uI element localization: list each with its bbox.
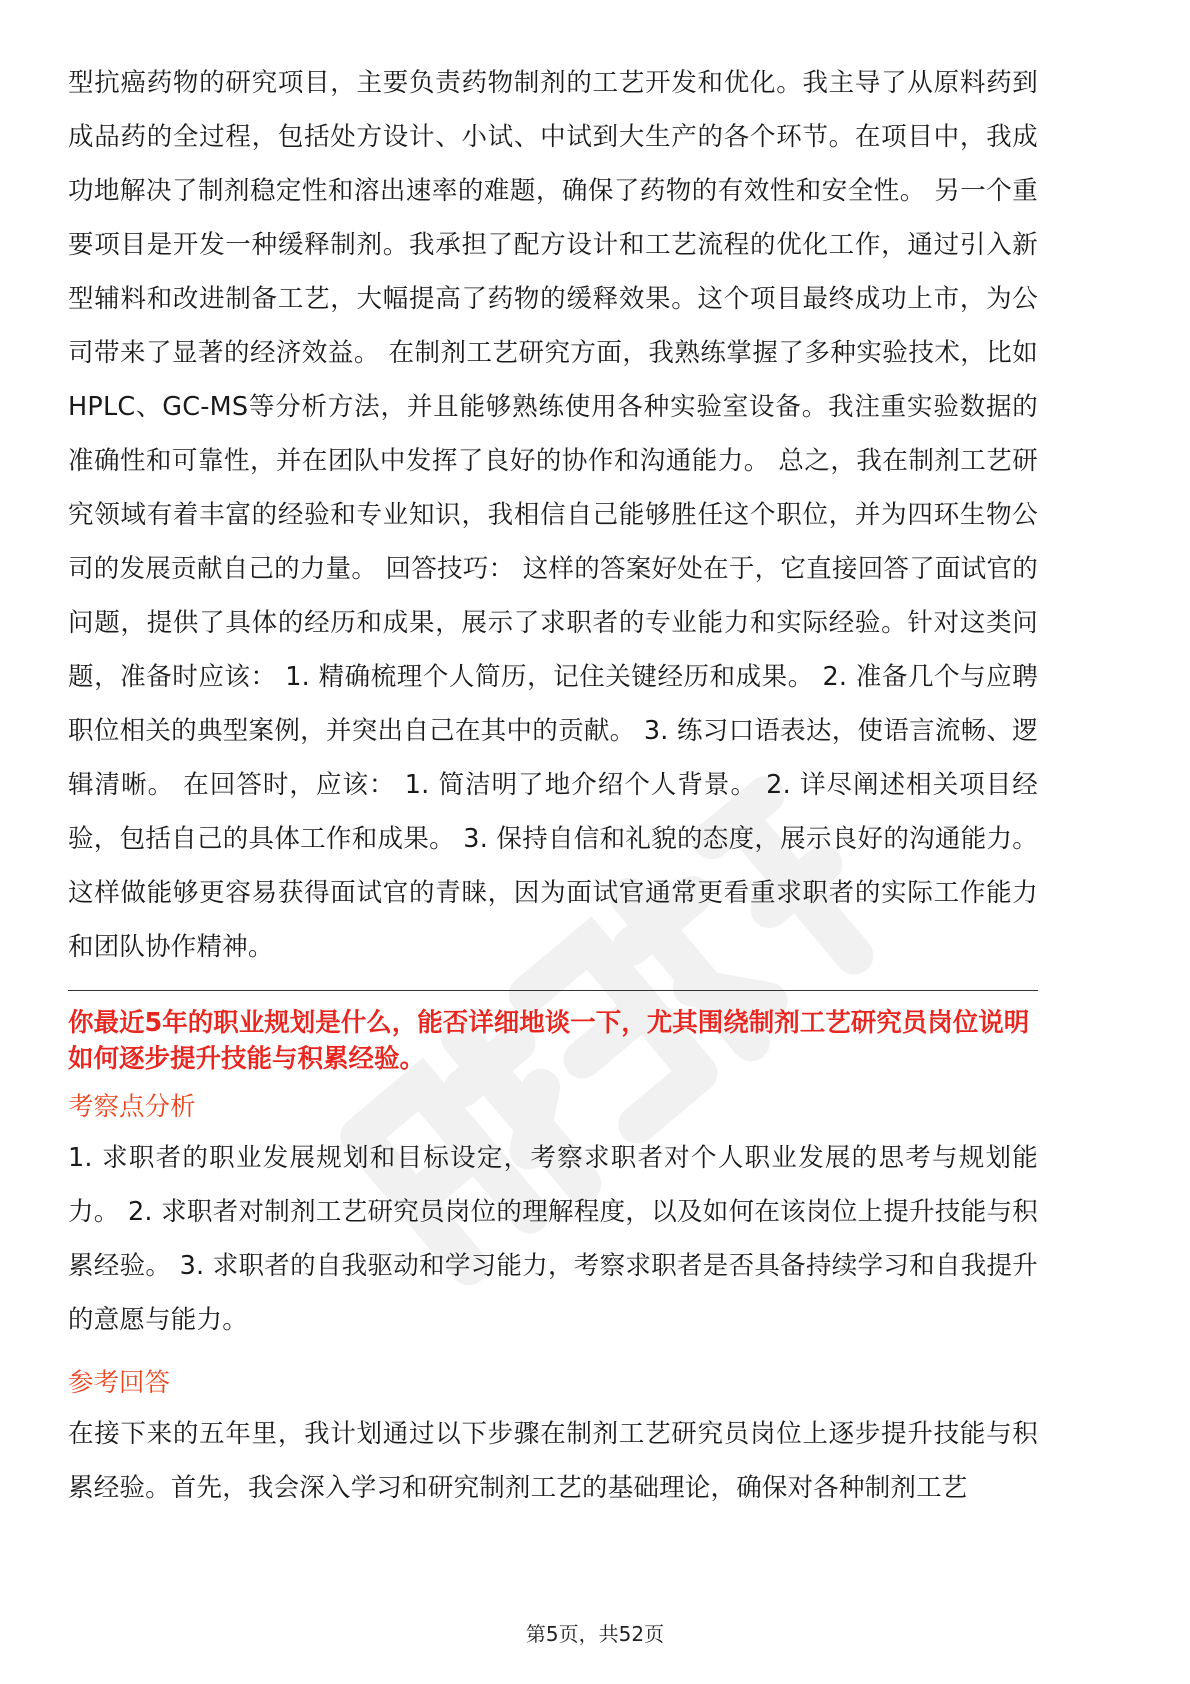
reference-heading: 参考回答 bbox=[68, 1368, 171, 1398]
analysis-heading: 考察点分析 bbox=[68, 1092, 196, 1122]
page-content bbox=[68, 56, 1038, 1515]
page-footer: 第5页，共52页 bbox=[525, 1622, 665, 1646]
interview-question: 你最近5年的职业规划是什么，能否详细地谈一下，尤其围绕制剂工艺研究员岗位说明如何逐步提升技能与积累经验。 bbox=[68, 1008, 1030, 1074]
reference-answer-text: 在接下来的五年里，我计划通过以下步骤在制剂工艺研究员岗位上逐步提升技能与积累经验。首先，我会深入学习和研究制剂工艺的基础理论，确保对各种制剂工艺 bbox=[68, 1419, 1038, 1503]
continued-answer-text: 型抗癌药物的研究项目，主要负责药物制剂的工艺开发和优化。我主导了从原料药到成品药的全过程，包括处方设计、小试、中试到大生产的各个环节。在项目中，我成功地解决了制剂稳定性和溶出速率的难题，确保了药物的有效性和安全性。 另一个重要项目是开发一种缓释制剂。我承担了配方设计和工艺流程的优化工作，通过引入新型辅料和改进制备工艺，大幅提高了药物的缓释效果。这个项目最终成功上市，为公司带来了显著的经济效益。 在制剂工艺研究方面，我熟练掌握了多种实验技术，比如HPLC、GC-MS等分析方法，并且能够熟练使用各种实验室设备。我注重实验数据的准确性和可靠性，并在团队中发挥了良好的协作和沟通能力。 总之，我在制剂工艺研究领域有着丰富的经验和专业知识，我相信自己能够胜任这个职位，并为四环生物公司的发展贡献自己的力量。 回答技巧： 这样的答案好处在于，它直接回答了面试官的问题，提供了具体的经历和成果，展示了求职者的专业能力和实际经验。针对这类问题，准备时应该： 1. 精确梳理个人简历，记住关键经历和成果。 2. 准备几个与应聘职位相关的典型案例，并突出自己在其中的贡献。 3. 练习口语表达，使语言流畅、逻辑清晰。 在回答时，应该： 1. 简洁明了地介绍个人背景。 2. 详尽阐述相关项目经验，包括自己的具体工作和成果。 3. 保持自信和礼貌的态度，展示良好的沟通能力。 这样做能够更容易获得面试官的青睐，因为面试官通常更看重求职者的实际工作能力和团队协作精神。 bbox=[68, 68, 1038, 962]
analysis-text: 1. 求职者的职业发展规划和目标设定，考察求职者对个人职业发展的思考与规划能力。 2. 求职者对制剂工艺研究员岗位的理解程度，以及如何在该岗位上提升技能与积累经验。 3. 求职者的自我驱动和学习能力，考察求职者是否具备持续学习和自我提升的意愿与能力。 bbox=[68, 1143, 1038, 1335]
section-divider bbox=[68, 990, 1038, 991]
